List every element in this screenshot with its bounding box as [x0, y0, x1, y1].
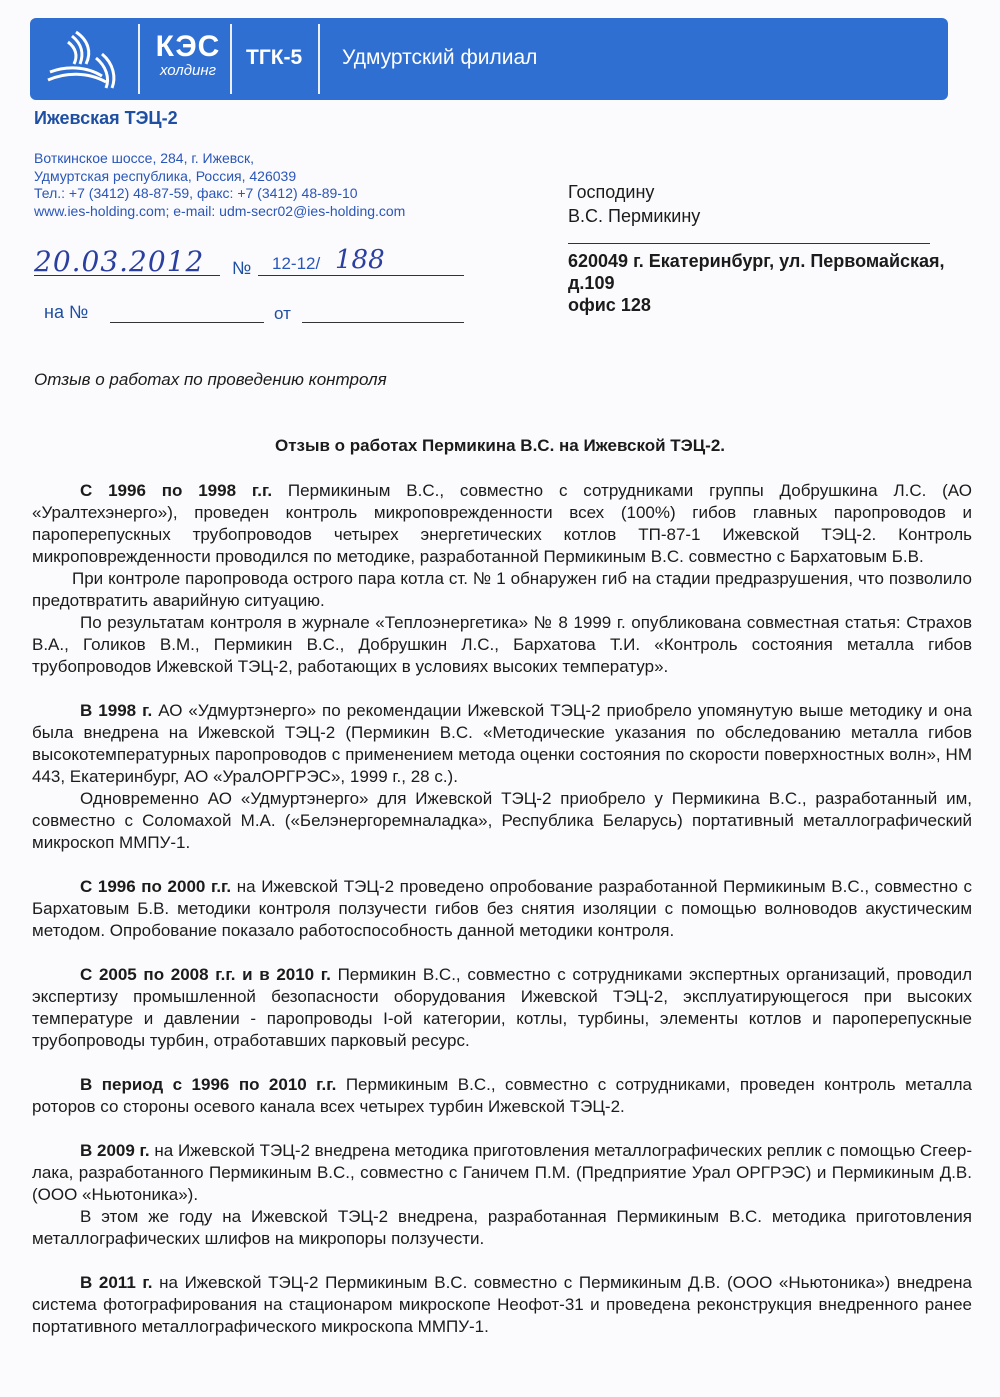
- paragraph-lead: В 2011 г.: [80, 1273, 153, 1292]
- letterhead-banner: [30, 18, 948, 100]
- logo-subtext: холдинг: [159, 62, 217, 79]
- paragraph-lead: В период с 1996 по 2010 г.г.: [80, 1075, 337, 1094]
- paragraph-lead: В 1998 г.: [80, 701, 153, 720]
- paragraph: [32, 568, 972, 612]
- letter-body: [32, 480, 972, 1338]
- handwritten-number: 188: [335, 245, 385, 275]
- from-field: [302, 300, 464, 323]
- addressee-line: В.С. Пермикину: [568, 206, 701, 226]
- paragraph-text: на Ижевской ТЭЦ-2 Пермикиным В.С. совместно с Пермикиным Д.В. (ООО «Ньютоника») внедрена система фотографирования на стационаром микроскопе Неофот-31 и проведена реконструкция внедренного ранее портативного металлографического микроскопа ММПУ-1.: [32, 1273, 972, 1336]
- contact-line: Удмуртская республика, Россия, 426039: [34, 167, 297, 184]
- addressee: [568, 180, 700, 228]
- addressee-line: Господину: [568, 182, 655, 202]
- paragraph: [32, 1272, 972, 1338]
- kes-logo-icon: [36, 22, 136, 96]
- outgoing-number: 12-12/: [272, 254, 321, 273]
- plant-name: Ижевская ТЭЦ-2: [34, 108, 178, 128]
- paragraph: [32, 788, 972, 854]
- paragraph: [32, 480, 972, 568]
- paragraph-text: Пермикин В.С., совместно с сотрудниками экспертных организаций, проводил экспертизу промышленной безопасности оборудования Ижевской ТЭЦ-2, эксплуатирующегося при высоких температуре и давлении - паропроводы I-ой категории, котлы, турбины, элементы котлов и пароперепускные трубопроводы турбин, отработавших парковый ресурс.: [32, 965, 972, 1050]
- banner-divider: [138, 24, 140, 94]
- kes-logo-text: [148, 22, 228, 96]
- sender-contacts: [34, 150, 405, 220]
- tgk-label: ТГК-5: [246, 46, 303, 69]
- letter-title: Отзыв о работах Пермикина В.С. на Ижевской ТЭЦ-2.: [274, 436, 726, 455]
- address-line: д.109: [568, 273, 615, 293]
- paragraph-text: Одновременно АО «Удмуртэнерго» для Ижевской ТЭЦ-2 приобрело у Пермикина В.С., разработанный им, совместно с Соломахой М.А. («Белэнергоремналадка», Республика Беларусь) портативный металлографический микроскоп ММПУ-1.: [32, 789, 972, 852]
- paragraph-lead: С 1996 по 1998 г.г.: [80, 481, 273, 500]
- paragraph-text: При контроле паропровода острого пара котла ст. № 1 обнаружен гиб на стадии предразрушения, что позволило предотвратить аварийную ситуацию.: [32, 569, 972, 610]
- paragraph-text: По результатам контроля в журнале «Теплоэнергетика» № 8 1999 г. опубликована совместная статья: Страхов В.А., Голиков В.М., Пермикин В.С., Добрушкин Л.С., Бархатова Т.И. «Контроль состояния металла гибов трубопроводов Ижевской ТЭЦ-2, работающих в условиях высоких температур».: [32, 613, 972, 676]
- contact-line: Воткинское шоссе, 284, г. Ижевск,: [34, 150, 255, 166]
- paragraph-text: Пермикиным В.С., совместно с сотрудниками, проведен контроль металла роторов со стороны осевого канала всех четырех турбин Ижевской ТЭЦ-2.: [32, 1075, 972, 1116]
- paragraph-text: Пермикиным В.С., совместно с сотрудниками группы Добрушкина Л.С. (АО «Уралтехэнерго»), проведен контроль микроповрежденности всех (100%) гибов главных паропроводов и пароперепускных трубопроводов четырех энергетических котлов ТП-87-1 Ижевской ТЭЦ-2. Контроль микроповрежденности проводился по методике, разработанной Пермикиным В.С. совместно с Бархатовым Б.В.: [32, 481, 972, 566]
- paragraph-text: В этом же году на Ижевской ТЭЦ-2 внедрена, разработанная Пермикиным В.С. методика приготовления металлографических шлифов на микропоры ползучести.: [32, 1207, 972, 1248]
- paragraph: [32, 700, 972, 788]
- paragraph-text: на Ижевской ТЭЦ-2 проведено опробование разработанной Пермикиным В.С., совместно с Бархатовым Б.В. методики контроля ползучести гибов без снятия изоляции с помощью волноводов акустическим методом. Опробование показало работоспособность данной методики контроля.: [32, 877, 972, 940]
- address-line: офис 128: [568, 295, 651, 315]
- number-label: №: [232, 258, 252, 278]
- paragraph-lead: С 1996 по 2000 г.г.: [80, 877, 232, 896]
- banner-divider: [318, 24, 320, 94]
- paragraph-text: на Ижевской ТЭЦ-2 внедрена методика приготовления металлографических реплик с помощью Сгеер-лака, разработанного Пермикиным В.С., совместно с Ганичем П.М. (Предприятие Урал ОРГРЭС) и Пермикиным Д.В.(ООО «Ньютоника»).: [32, 1141, 972, 1204]
- banner-divider: [230, 24, 232, 94]
- logo-text: КЭС: [155, 30, 221, 63]
- paragraph-lead: В 2009 г.: [80, 1141, 150, 1160]
- paragraph: [32, 1140, 972, 1206]
- handwritten-date: 20.03.2012: [34, 245, 205, 278]
- addressee-address: [568, 250, 958, 316]
- reference-field: [110, 300, 264, 323]
- addressee-divider: [568, 243, 930, 244]
- paragraph: [32, 612, 972, 678]
- paragraph-lead: С 2005 по 2008 г.г. и в 2010 г.: [80, 965, 331, 984]
- branch-label: Удмуртский филиал: [342, 46, 538, 69]
- contact-line: www.ies-holding.com; e-mail: udm-secr02@ies-holding.com: [34, 202, 406, 219]
- paragraph: [32, 964, 972, 1052]
- address-line: 620049 г. Екатеринбург, ул. Первомайская,: [568, 251, 945, 271]
- paragraph: [32, 876, 972, 942]
- paragraph: [32, 1206, 972, 1250]
- paragraph-text: АО «Удмуртэнерго» по рекомендации Ижевской ТЭЦ-2 приобрело упомянутую выше методику и она была внедрена на Ижевской ТЭЦ-2 (Пермикин В.С. «Методические указания по обследованию металла гибов высокотемпературных паропроводов с применением метода оценки состояния по скорости поверхностных волн», НМ 443, Екатеринбург, АО «УралОРГРЭС», 1999 г., 28 с.).: [32, 701, 972, 786]
- contact-line: Тел.: +7 (3412) 48-87-59, факс: +7 (3412) 48-89-10: [34, 185, 358, 201]
- from-label: от: [274, 304, 291, 323]
- paragraph: [32, 1074, 972, 1118]
- letter-subject: Отзыв о работах по проведению контроля: [34, 370, 387, 389]
- reference-label: на №: [44, 302, 89, 322]
